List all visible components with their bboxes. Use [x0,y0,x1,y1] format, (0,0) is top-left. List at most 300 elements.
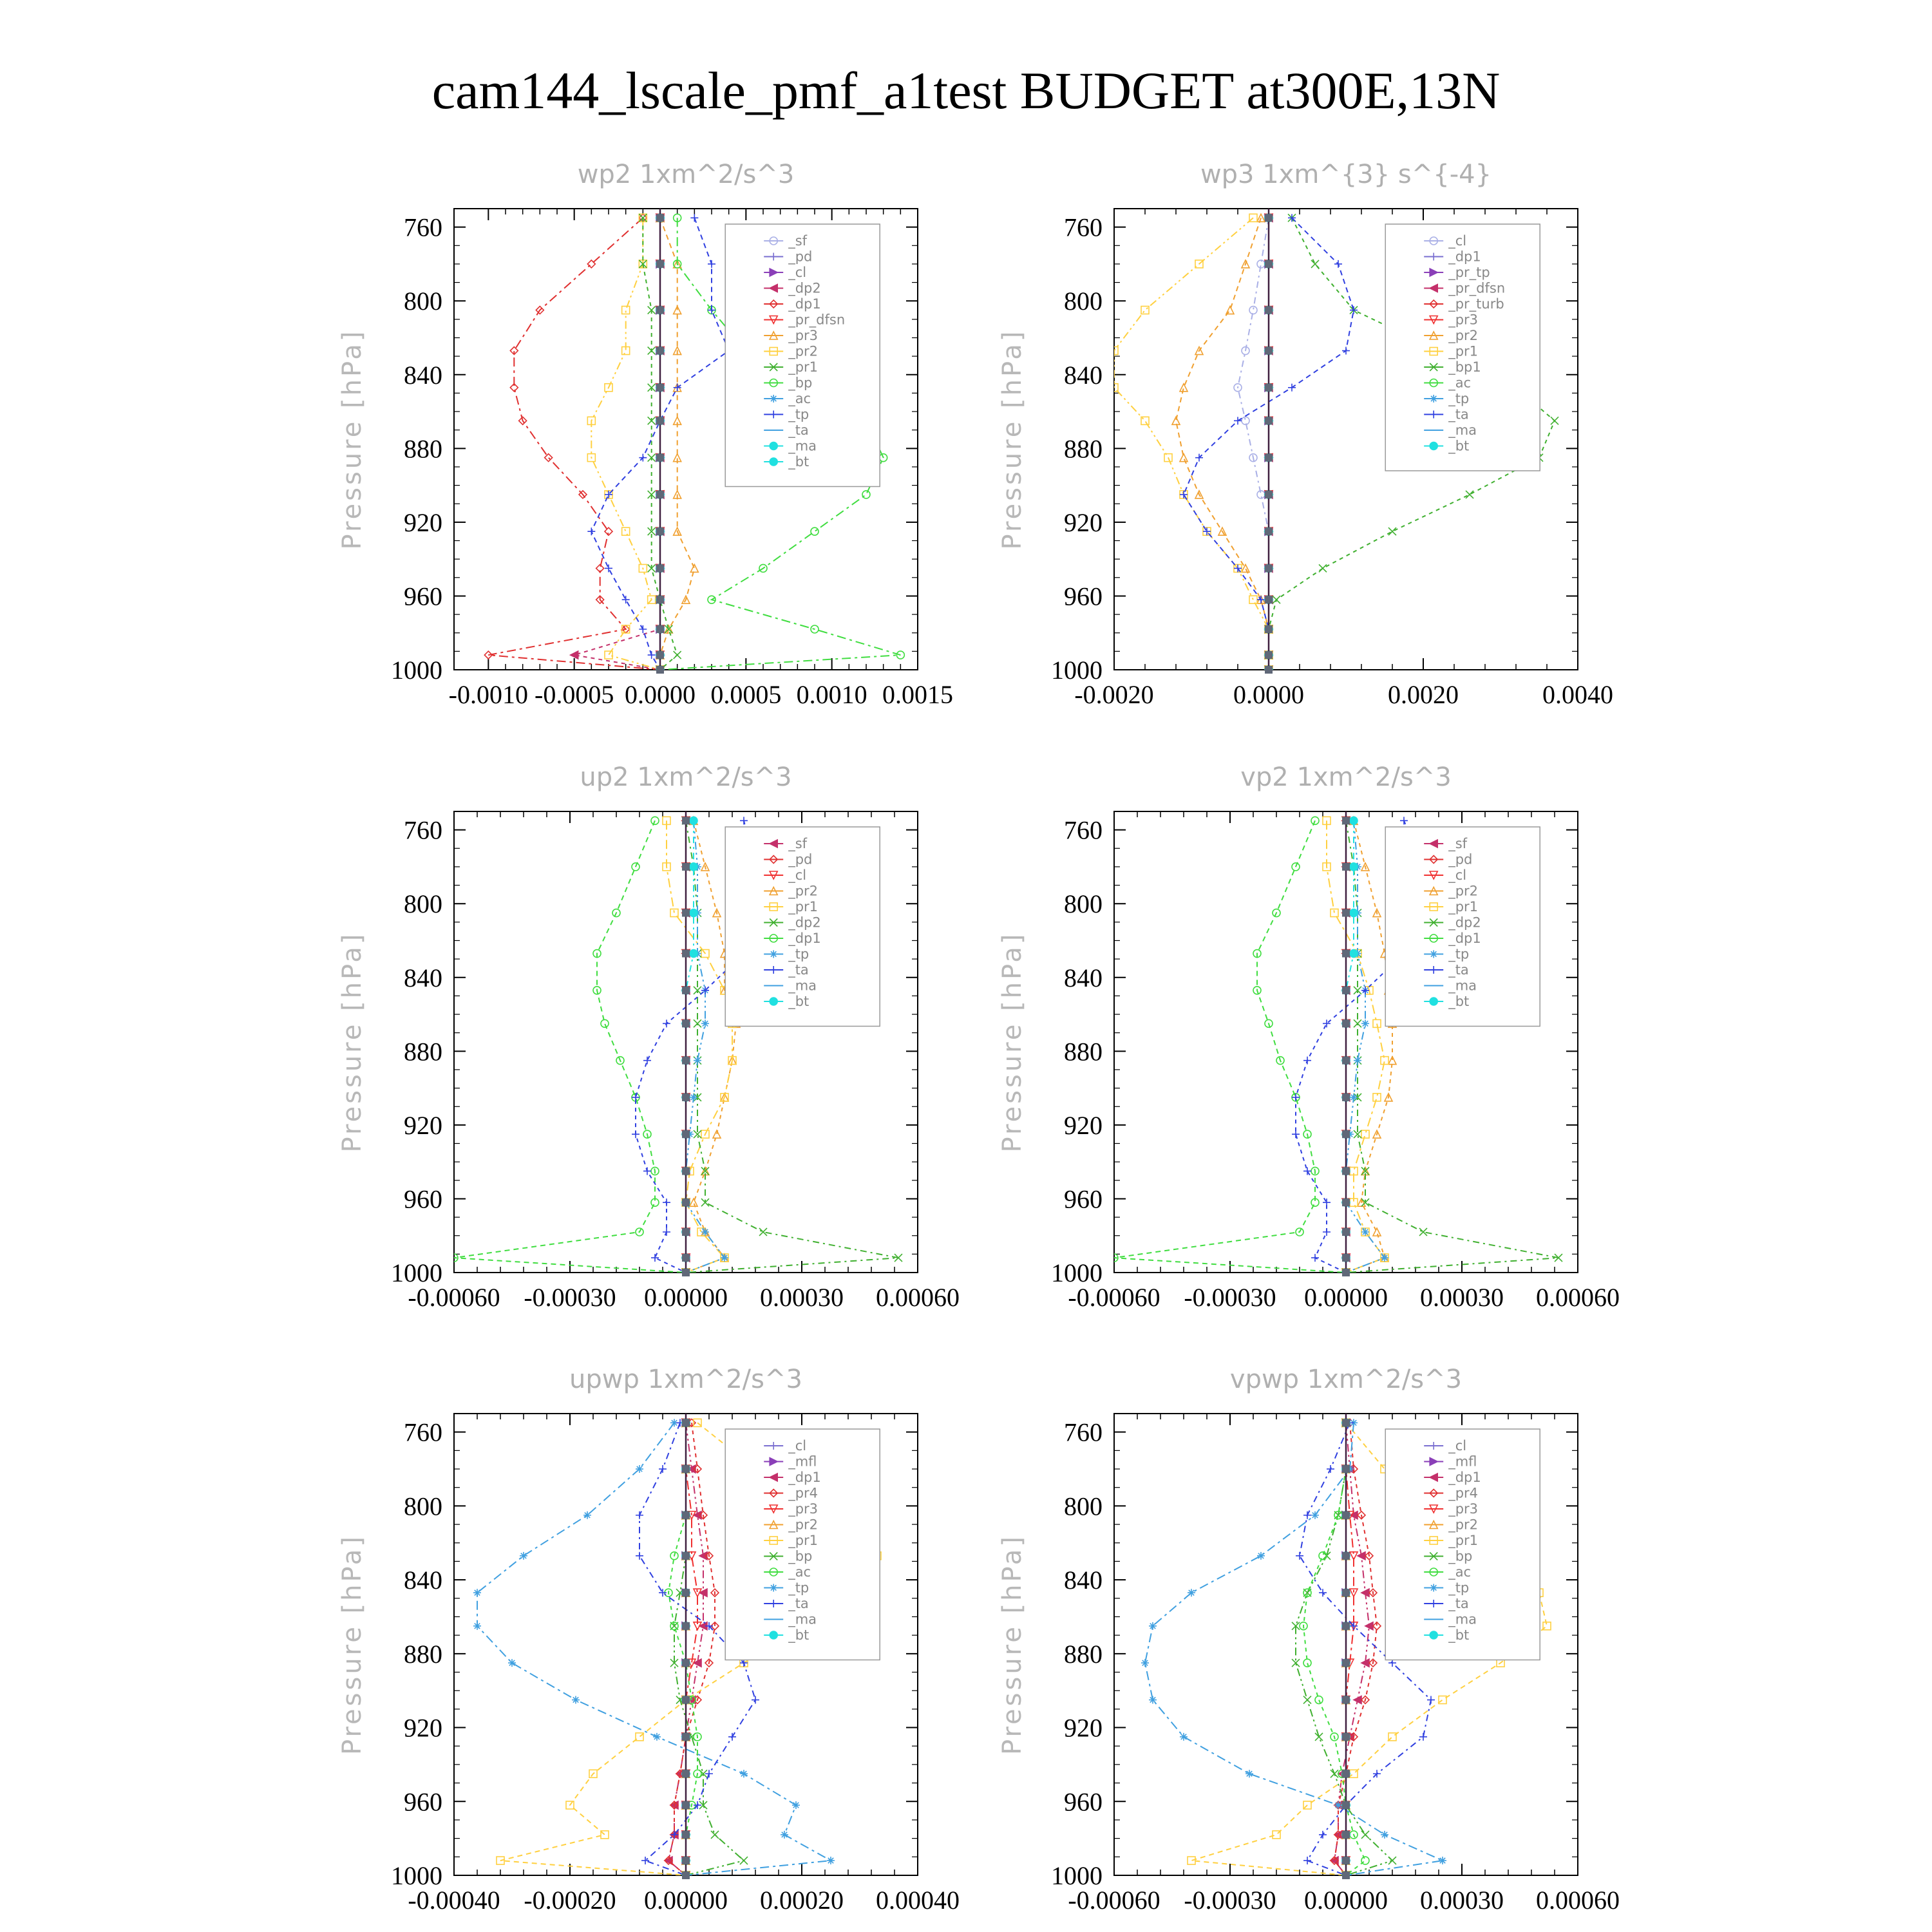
series-point-ta [1180,491,1188,498]
legend-label: _pd [1448,851,1473,867]
series-point-ta [651,1254,659,1262]
chart-panel-3 [337,762,960,1312]
series-point-tp [1149,1696,1157,1704]
legend-label: _cl [1448,233,1467,249]
legend-label: _pr4 [1448,1485,1479,1501]
series-point-pr1 [1188,1857,1195,1864]
series-point-tp [605,564,612,572]
zero-marker [1265,384,1273,392]
figure-title: cam144_lscale_pmf_a1test BUDGET at300E,13N [431,61,1501,120]
y-tick-label: 800 [1064,287,1103,316]
zero-marker [682,1094,690,1101]
zero-marker [656,527,664,535]
legend-label: _pr1 [1448,343,1479,359]
zero-marker [682,1511,690,1519]
legend-label: _sf [788,836,808,851]
legend-marker [1430,951,1437,958]
legend [725,224,880,487]
series-point-tp [1149,1622,1157,1630]
legend-label: _ta [788,1596,809,1611]
series-point-tp [653,1733,661,1741]
series-point-bp1 [1319,564,1327,572]
zero-marker [1342,1801,1350,1809]
legend-label: _cl [788,867,807,883]
x-tick-label: -0.00030 [524,1283,616,1312]
legend-label: _pr_turb [1448,296,1504,312]
series-point-pr2 [622,307,630,314]
series-point-ta [1400,817,1408,824]
legend-marker [770,1631,777,1639]
zero-marker [682,1659,690,1667]
zero-marker [1265,491,1273,498]
series-point-dp1 [545,454,553,462]
y-tick-label: 920 [404,1713,442,1743]
x-tick-label: 0.00000 [644,1283,728,1312]
legend-label: _dp1 [1448,1470,1481,1485]
series-line-ac [1303,1423,1365,1875]
series-point-tp [1180,1733,1188,1741]
legend-label: _ma [1448,978,1477,994]
zero-marker [682,1228,690,1236]
series-point-ac [1315,1696,1323,1704]
series-point-bp [1303,1696,1311,1704]
y-tick-label: 800 [404,1492,442,1521]
legend [1385,224,1540,471]
zero-marker [656,564,664,572]
zero-marker [1342,1622,1350,1630]
series-point-pr2 [1373,1228,1381,1236]
series-point-ta [663,1198,670,1206]
zero-marker [682,1857,690,1864]
zero-marker [682,1733,690,1741]
x-tick-label: 0.00000 [644,1886,728,1915]
series-point-tp [572,1696,580,1704]
series-point-ta [1323,1228,1331,1236]
zero-marker [682,1831,690,1839]
series-point-bp [711,1831,719,1839]
series-point-ta [728,1733,736,1741]
y-tick-label: 800 [1064,1492,1103,1521]
legend-label: _tp [1448,391,1470,406]
y-tick-label: 920 [1064,1713,1103,1743]
zero-marker [1342,909,1350,917]
legend-label: _sf [788,233,808,249]
series-point-bt [690,817,697,824]
zero-marker [656,596,664,603]
series-point-ta [752,1696,759,1704]
zero-marker [1342,1198,1350,1206]
y-axis-label: Pressure [hPa] [337,931,367,1153]
legend-label: _ta [788,962,809,978]
zero-marker [1342,1094,1350,1101]
zero-marker [682,1622,690,1630]
zero-marker [656,666,664,674]
zero-marker [682,1465,690,1473]
x-tick-label: 0.00030 [1420,1283,1504,1312]
y-tick-label: 960 [1064,582,1103,611]
zero-marker [1342,1770,1350,1777]
series-point-tp [701,1228,709,1236]
series-point-ta [636,1552,643,1560]
series-point-ta [1234,417,1242,424]
series-point-ta [641,1857,649,1864]
zero-marker [1342,1552,1350,1560]
legend-label: _pd [788,249,813,265]
zero-marker [1342,1269,1350,1276]
y-tick-label: 880 [1064,1639,1103,1669]
series-point-tp [1257,1552,1265,1560]
series-line-pr1 [667,820,732,1273]
x-tick-label: -0.00060 [1068,1283,1160,1312]
y-tick-label: 880 [1064,434,1103,464]
series-point-tp [508,1659,516,1667]
zero-marker [656,384,664,392]
series-line-tp [686,820,724,1273]
series-point-bp [811,527,819,535]
series-point-bp [1361,1831,1369,1839]
y-tick-label: 800 [404,889,442,919]
zero-marker [656,625,664,633]
y-tick-label: 760 [404,1417,442,1447]
y-tick-label: 960 [404,1787,442,1817]
series-line-pr2 [1176,218,1269,670]
series-point-pr1 [674,651,681,659]
series-point-ta [1327,1465,1334,1473]
x-tick-label: 0.00020 [760,1886,844,1915]
y-tick-label: 840 [404,963,442,992]
legend-marker [770,1584,777,1592]
y-tick-label: 760 [1064,213,1103,242]
series-point-ta [1319,1831,1327,1839]
zero-marker [1342,1659,1350,1667]
legend-label: _mfl [1448,1454,1477,1470]
y-tick-label: 1000 [1051,1258,1103,1287]
zero-marker [1342,1871,1350,1879]
legend-label: _pr2 [788,1517,819,1533]
series-point-ta [643,1167,651,1175]
y-tick-label: 960 [404,1184,442,1214]
y-tick-label: 920 [1064,507,1103,537]
legend-label: _pr_tp [1448,265,1490,280]
zero-marker [682,863,690,871]
legend-marker [1430,442,1437,450]
legend-label: _pr2 [788,883,819,899]
series-line-tp [1346,820,1385,1273]
legend [1385,1429,1540,1660]
series-point-ta [1296,1552,1303,1560]
legend [1385,827,1540,1027]
chart-panel-2 [998,160,1613,709]
series-point-tp [690,1094,697,1101]
y-tick-label: 1000 [1051,1861,1103,1890]
legend [725,827,880,1027]
zero-marker [682,1057,690,1065]
series-point-pr1 [1141,307,1149,314]
legend-label: _ac [1448,375,1472,391]
legend-label: _ac [788,1564,811,1580]
series-point-tp [708,260,715,268]
zero-marker [1342,1696,1350,1704]
zero-marker [1342,1511,1350,1519]
y-tick-label: 880 [404,1639,442,1669]
series-point-bp1 [1388,527,1396,535]
zero-marker [656,454,664,462]
legend-label: _pr2 [1448,883,1479,899]
series-point-tp [690,214,698,222]
x-tick-label: 0.00030 [1420,1886,1504,1915]
zero-marker [1342,1019,1350,1027]
legend-label: _ma [1448,422,1477,438]
series-point-tp [694,1057,701,1065]
series-point-bp [1331,1770,1338,1777]
zero-marker [656,214,664,222]
zero-marker [1342,1465,1350,1473]
series-point-pr1 [1361,1130,1369,1138]
x-tick-label: 0.0020 [1388,680,1459,709]
y-tick-label: 840 [1064,360,1103,390]
series-point-ta [663,1228,670,1236]
panel-title: vp2 1xm^2/s^3 [1240,762,1452,792]
series-point-tp [520,1552,527,1560]
y-tick-label: 960 [404,582,442,611]
series-point-bt [1350,817,1358,824]
y-tick-label: 1000 [1051,656,1103,685]
series-point-bp1 [1311,260,1319,268]
y-tick-label: 1000 [391,1861,442,1890]
legend-label: _tp [788,946,810,962]
zero-marker [1342,1167,1350,1175]
series-point-tp [1439,1857,1446,1864]
y-tick-label: 760 [1064,815,1103,845]
legend-label: _pr2 [1448,328,1479,343]
x-tick-label: -0.00030 [1184,1283,1276,1312]
series-point-bt [690,909,697,917]
legend-label: _bp [1448,1548,1473,1564]
x-tick-label: -0.00060 [408,1283,500,1312]
series-point-bp [740,1857,748,1864]
zero-marker [1265,564,1273,572]
zero-marker [1342,1419,1350,1426]
x-tick-label: -0.00040 [408,1886,500,1915]
legend-label: _cl [788,265,807,280]
zero-marker [1265,625,1273,633]
legend-marker [770,458,777,466]
y-tick-label: 840 [1064,963,1103,992]
series-point-ta [636,1511,643,1519]
series-point-tp [622,596,630,603]
series-point-tp [701,1019,709,1027]
series-point-tp [827,1857,835,1864]
legend-label: _cl [1448,1438,1467,1454]
x-tick-label: 0.0000 [625,680,696,709]
legend-label: _dp1 [788,296,821,312]
y-tick-label: 1000 [391,656,442,685]
series-point-pr1 [1249,596,1257,603]
legend-label: _bt [1448,438,1470,454]
legend-label: _ma [788,438,817,454]
legend-marker [770,951,777,958]
zero-marker [1265,651,1273,659]
zero-marker [682,950,690,958]
legend-label: _dp2 [788,280,821,296]
series-point-ta [632,1130,639,1138]
legend-label: _pr4 [788,1485,819,1501]
x-tick-label: 0.0015 [882,680,953,709]
series-point-tp [473,1589,481,1596]
legend-label: _tp [1448,1580,1470,1596]
series-point-tp [473,1622,481,1630]
series-point-ta [643,1057,651,1065]
y-tick-label: 1000 [391,1258,442,1287]
x-tick-label: -0.00030 [1184,1886,1276,1915]
y-tick-label: 920 [1064,1110,1103,1140]
zero-marker [682,817,690,824]
legend-label: _pr_dfsn [1448,280,1506,296]
series-point-bp1 [1273,596,1280,603]
series-point-tp [1381,1254,1388,1262]
series-point-ta [1303,1167,1311,1175]
zero-marker [682,1871,690,1879]
legend-label: _ma [788,978,817,994]
y-tick-label: 840 [1064,1566,1103,1595]
series-point-pr2 [690,1198,697,1206]
legend-label: _dp1 [788,1470,821,1485]
zero-marker [682,1419,690,1426]
series-point-ta [1311,1254,1319,1262]
x-tick-label: -0.0020 [1074,680,1154,709]
legend-label: _ta [1448,406,1469,422]
series-point-ta [1257,596,1265,603]
legend-label: _pr3 [788,1501,819,1517]
zero-marker [656,651,664,659]
x-tick-label: -0.0005 [535,680,614,709]
series-point-bp [1388,1857,1396,1864]
zero-marker [682,1254,690,1262]
series-point-tp [781,1831,788,1839]
legend-marker [1430,998,1437,1005]
series-point-bt [1350,950,1358,958]
zero-marker [682,1589,690,1596]
zero-marker [682,1130,690,1138]
x-tick-label: -0.00020 [524,1886,616,1915]
zero-marker [1265,260,1273,268]
legend-label: _pr3 [1448,312,1479,328]
series-point-tp [1361,1228,1369,1236]
series-line-dp1 [454,820,686,1273]
legend-label: _bp1 [1448,359,1481,375]
legend-label: _ta [1448,1596,1469,1611]
series-point-dp2 [694,1019,701,1027]
legend-marker [770,442,777,450]
legend-label: _tp [788,406,810,422]
legend-label: _cl [1448,867,1467,883]
series-point-pr1 [665,625,672,633]
zero-marker [1342,1733,1350,1741]
zero-marker [1342,950,1350,958]
zero-marker [1265,596,1273,603]
legend-label: _ma [788,1611,817,1627]
zero-marker [1265,527,1273,535]
y-tick-label: 880 [1064,1037,1103,1066]
y-tick-label: 800 [404,287,442,316]
series-point-tp [639,454,647,462]
y-axis-label: Pressure [hPa] [998,328,1027,550]
series-point-dp1 [1365,1622,1373,1630]
series-point-pr1 [648,347,656,355]
legend-label: _bt [1448,1627,1470,1643]
legend-label: _pr1 [1448,1533,1479,1548]
x-tick-label: 0.00000 [1304,1283,1388,1312]
legend-label: _pr2 [1448,1517,1479,1533]
y-tick-label: 880 [404,1037,442,1066]
legend-label: _bt [788,1627,810,1643]
series-point-tp [1245,1770,1253,1777]
series-point-tp [1334,1801,1342,1809]
series-point-bt [690,950,697,958]
x-tick-label: 0.0000 [1233,680,1304,709]
series-point-tp [1188,1589,1195,1596]
legend-label: _bt [1448,994,1470,1009]
y-axis-label: Pressure [hPa] [998,1534,1027,1755]
series-point-ta [740,817,748,824]
zero-marker [1265,307,1273,314]
zero-marker [1342,1857,1350,1864]
zero-marker [682,1198,690,1206]
series-point-dp1 [601,1019,609,1027]
series-point-ta [1342,347,1350,355]
series-point-ac [1319,1552,1327,1560]
x-tick-label: 0.00000 [1304,1886,1388,1915]
y-axis-label: Pressure [hPa] [998,931,1027,1153]
series-point-tp [639,625,647,633]
panel-title: vpwp 1xm^2/s^3 [1229,1365,1463,1394]
series-point-tp [583,1511,591,1519]
x-tick-label: 0.0005 [710,680,782,709]
x-tick-label: 0.00040 [876,1886,960,1915]
zero-marker [682,1552,690,1560]
series-point-tp [1354,1057,1361,1065]
legend-marker [770,395,777,402]
legend-label: _bp [788,1548,813,1564]
legend-marker [1430,1584,1437,1592]
zero-marker [656,347,664,355]
legend-label: _dp1 [1448,249,1481,265]
zero-marker [656,491,664,498]
series-point-tp [1311,1511,1319,1519]
x-tick-label: 0.0010 [796,680,867,709]
series-point-bp1 [1466,491,1473,498]
series-point-ta [1303,1511,1311,1519]
x-tick-label: 0.00060 [876,1283,960,1312]
series-point-ac [1361,1857,1369,1864]
x-tick-label: -0.00060 [1068,1886,1160,1915]
legend-label: _tp [1448,946,1470,962]
y-tick-label: 960 [1064,1787,1103,1817]
series-point-tp [1141,1659,1149,1667]
y-tick-label: 760 [404,815,442,845]
legend-label: _tp [788,1580,810,1596]
y-tick-label: 920 [404,1110,442,1140]
series-point-ac [1303,1659,1311,1667]
y-tick-label: 840 [404,360,442,390]
zero-marker [656,260,664,268]
zero-marker [1265,214,1273,222]
legend-label: _pr1 [788,359,819,375]
chart-panel-1 [337,160,953,709]
legend-label: _pr1 [788,899,819,914]
y-tick-label: 920 [404,507,442,537]
legend-label: _pd [788,851,813,867]
